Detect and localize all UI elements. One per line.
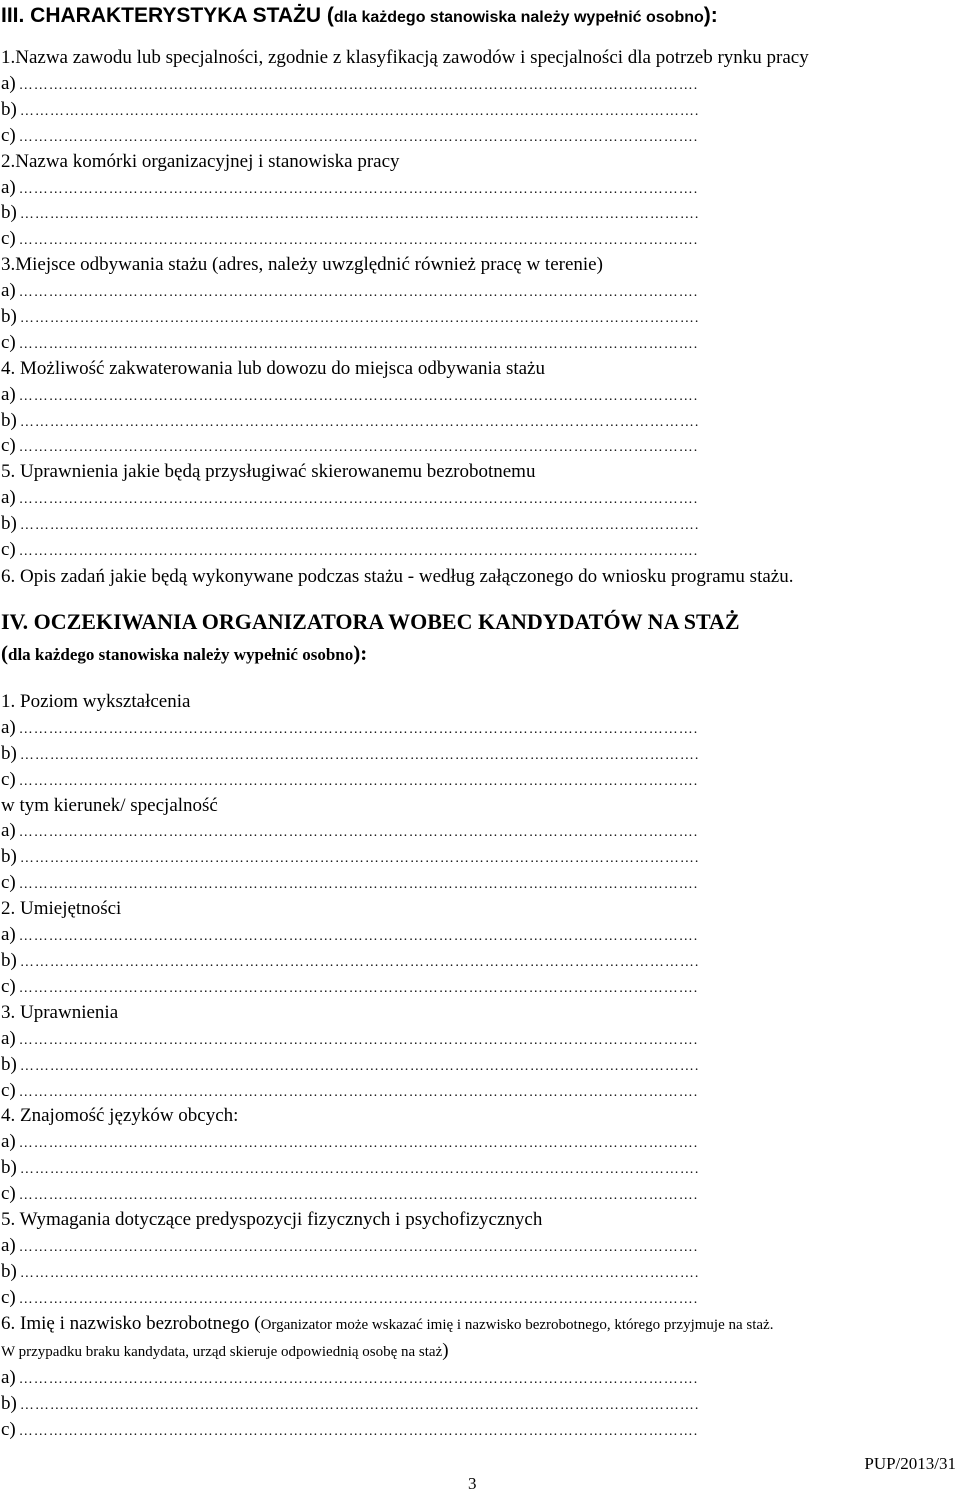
answer-label: c) xyxy=(1,1419,16,1440)
answer-dotted-line[interactable]: ………………………………………………………………………………………………………………………. xyxy=(18,1372,699,1387)
answer-label: b) xyxy=(1,410,17,431)
answer-label: a) xyxy=(1,1367,16,1388)
answer-label: c) xyxy=(1,1080,16,1101)
answer-label: a) xyxy=(1,487,16,508)
answer-dotted-line[interactable]: ………………………………………………………………………………………………………………………. xyxy=(19,1266,700,1281)
section-3-q1-answer-a[interactable] xyxy=(1,71,952,97)
section-3-question-6: 6. Opis zadań jakie będą wykonywane podczas stażu - według załączonego do wniosku programu stażu. xyxy=(1,566,794,587)
section-4-q5-answer-c[interactable] xyxy=(1,1181,952,1207)
section-3-q4-answer-a[interactable] xyxy=(1,382,952,408)
answer-label: b) xyxy=(1,513,17,534)
answer-dotted-line[interactable]: ………………………………………………………………………………………………………………………. xyxy=(19,415,700,430)
answer-dotted-line[interactable]: ………………………………………………………………………………………………………………………. xyxy=(18,877,699,892)
answer-label: a) xyxy=(1,924,16,945)
answer-label: c) xyxy=(1,976,16,997)
section-4-q5-answer-a[interactable] xyxy=(1,1129,952,1155)
section-3-q4-answer-b[interactable] xyxy=(1,408,952,434)
section-4-q6-answer-c[interactable] xyxy=(1,1285,952,1311)
section-4-q6-answer-b[interactable] xyxy=(1,1391,952,1417)
section-4-q4-answer-a[interactable] xyxy=(1,1026,952,1052)
answer-dotted-line[interactable]: ………………………………………………………………………………………………………………………. xyxy=(19,748,700,763)
section-4-q2-answer-b[interactable] xyxy=(1,844,952,870)
answer-label: a) xyxy=(1,280,16,301)
section-4-q3-answer-a[interactable] xyxy=(1,922,952,948)
answer-dotted-line[interactable]: ………………………………………………………………………………………………………………………. xyxy=(18,78,699,93)
section-4-q4-answer-b[interactable] xyxy=(1,1052,952,1078)
answer-dotted-line[interactable]: ………………………………………………………………………………………………………………………. xyxy=(18,981,699,996)
answer-label: c) xyxy=(1,125,16,146)
answer-dotted-line[interactable]: ………………………………………………………………………………………………………………………. xyxy=(18,285,699,300)
answer-dotted-line[interactable]: ………………………………………………………………………………………………………………………. xyxy=(18,929,699,944)
answer-label: b) xyxy=(1,1157,17,1178)
answer-dotted-line[interactable]: ………………………………………………………………………………………………………………………. xyxy=(18,1292,699,1307)
answer-dotted-line[interactable]: ………………………………………………………………………………………………………………………. xyxy=(18,1424,699,1439)
section-4-q6-answer-c[interactable] xyxy=(1,1417,952,1443)
document-code: PUP/2013/31 xyxy=(864,1454,956,1473)
answer-dotted-line[interactable]: ………………………………………………………………………………………………………………………. xyxy=(19,1398,700,1413)
section-3-q3-answer-a[interactable] xyxy=(1,278,952,304)
section-4-q6-answer-a[interactable] xyxy=(1,1365,952,1391)
section-4-q1-answer-a[interactable] xyxy=(1,715,952,741)
section-4-q1-answer-c[interactable] xyxy=(1,767,952,793)
section-3-q5-answer-c[interactable] xyxy=(1,537,952,563)
answer-dotted-line[interactable]: ………………………………………………………………………………………………………………………. xyxy=(18,440,699,455)
answer-label: c) xyxy=(1,228,16,249)
answer-label: a) xyxy=(1,1028,16,1049)
answer-label: b) xyxy=(1,846,17,867)
section-3-question-5: 5. Uprawnienia jakie będą przysługiwać skierowanemu bezrobotnemu xyxy=(1,461,536,482)
section-3-q2-answer-c[interactable] xyxy=(1,226,952,252)
answer-dotted-line[interactable]: ………………………………………………………………………………………………………………………. xyxy=(19,1059,700,1074)
section-4-q3-answer-b[interactable] xyxy=(1,948,952,974)
answer-dotted-line[interactable]: ………………………………………………………………………………………………………………………. xyxy=(18,1240,699,1255)
section-4-q5-answer-b[interactable] xyxy=(1,1155,952,1181)
section-3-title: III. CHARAKTERYSTYKA STAŻU (dla każdego stanowiska należy wypełnić osobno): xyxy=(1,4,718,27)
section-4-q6-answer-a[interactable] xyxy=(1,1233,952,1259)
section-4-q4-answer-c[interactable] xyxy=(1,1078,952,1104)
answer-label: b) xyxy=(1,1393,17,1414)
answer-dotted-line[interactable]: ………………………………………………………………………………………………………………………. xyxy=(18,389,699,404)
section-3-q5-answer-b[interactable] xyxy=(1,511,952,537)
answer-label: b) xyxy=(1,99,17,120)
answer-dotted-line[interactable]: ………………………………………………………………………………………………………………………. xyxy=(18,182,699,197)
section-4-q3-answer-c[interactable] xyxy=(1,974,952,1000)
answer-dotted-line[interactable]: ………………………………………………………………………………………………………………………. xyxy=(19,311,700,326)
answer-dotted-line[interactable]: ………………………………………………………………………………………………………………………. xyxy=(18,1085,699,1100)
answer-dotted-line[interactable]: ………………………………………………………………………………………………………………………. xyxy=(19,104,700,119)
section-4-question-1: 1. Poziom wykształcenia xyxy=(1,691,191,712)
answer-dotted-line[interactable]: ………………………………………………………………………………………………………………………. xyxy=(19,1162,700,1177)
answer-dotted-line[interactable]: ………………………………………………………………………………………………………………………. xyxy=(18,544,699,559)
answer-label: c) xyxy=(1,539,16,560)
section-4-question-3: 2. Umiejętności xyxy=(1,898,122,919)
answer-label: a) xyxy=(1,384,16,405)
section-4-question-4: 3. Uprawnienia xyxy=(1,1002,119,1023)
answer-label: a) xyxy=(1,177,16,198)
answer-label: c) xyxy=(1,872,16,893)
section-4-title: IV. OCZEKIWANIA ORGANIZATORA WOBEC KANDYDATÓW NA STAŻ xyxy=(1,609,740,634)
section-4-question-6-note: W przypadku braku kandydata, urząd skieruje odpowiednią osobę na staż) xyxy=(1,1340,449,1361)
section-4-q2-answer-c[interactable] xyxy=(1,870,952,896)
answer-label: a) xyxy=(1,73,16,94)
answer-dotted-line[interactable]: ………………………………………………………………………………………………………………………. xyxy=(18,825,699,840)
section-3-q4-answer-c[interactable] xyxy=(1,433,952,459)
section-3-q2-answer-a[interactable] xyxy=(1,175,952,201)
answer-label: c) xyxy=(1,332,16,353)
answer-label: b) xyxy=(1,1261,17,1282)
page-number: 3 xyxy=(468,1474,477,1493)
answer-dotted-line[interactable]: ………………………………………………………………………………………………………………………. xyxy=(18,722,699,737)
answer-label: c) xyxy=(1,1287,16,1308)
section-4-question-6: 6. Imię i nazwisko bezrobotnego (Organizator może wskazać imię i nazwisko bezrobotnego, którego przyjmuje na staż. xyxy=(1,1313,774,1334)
answer-dotted-line[interactable]: ………………………………………………………………………………………………………………………. xyxy=(18,1033,699,1048)
section-4-q2-answer-a[interactable] xyxy=(1,818,952,844)
answer-dotted-line[interactable]: ………………………………………………………………………………………………………………………. xyxy=(18,233,699,248)
answer-dotted-line[interactable]: ………………………………………………………………………………………………………………………. xyxy=(19,955,700,970)
section-3-q1-answer-c[interactable] xyxy=(1,123,952,149)
answer-label: a) xyxy=(1,1235,16,1256)
answer-dotted-line[interactable]: ………………………………………………………………………………………………………………………. xyxy=(18,1188,699,1203)
answer-label: b) xyxy=(1,743,17,764)
section-3-q3-answer-c[interactable] xyxy=(1,330,952,356)
answer-dotted-line[interactable]: ………………………………………………………………………………………………………………………. xyxy=(18,492,699,507)
answer-label: b) xyxy=(1,306,17,327)
section-3-q5-answer-a[interactable] xyxy=(1,485,952,511)
answer-dotted-line[interactable]: ………………………………………………………………………………………………………………………. xyxy=(18,774,699,789)
answer-label: c) xyxy=(1,1183,16,1204)
answer-dotted-line[interactable]: ………………………………………………………………………………………………………………………. xyxy=(19,851,700,866)
section-4-q6-answer-b[interactable] xyxy=(1,1259,952,1285)
section-3-question-1: 1.Nazwa zawodu lub specjalności, zgodnie z klasyfikacją zawodów i specjalności dla potrzeb rynku pracy xyxy=(1,47,809,68)
section-4-subtitle: (dla każdego stanowiska należy wypełnić osobno): xyxy=(1,641,368,665)
section-3-q3-answer-b[interactable] xyxy=(1,304,952,330)
section-4-question-5: 4. Znajomość języków obcych: xyxy=(1,1105,239,1126)
answer-dotted-line[interactable]: ………………………………………………………………………………………………………………………. xyxy=(18,337,699,352)
section-4-question-6: 5. Wymagania dotyczące predyspozycji fizycznych i psychofizycznych xyxy=(1,1209,543,1230)
answer-label: b) xyxy=(1,1054,17,1075)
answer-dotted-line[interactable]: ………………………………………………………………………………………………………………………. xyxy=(18,1136,699,1151)
section-3-question-3: 3.Miejsce odbywania stażu (adres, należy uwzględnić również pracę w terenie) xyxy=(1,254,603,275)
answer-label: a) xyxy=(1,717,16,738)
section-3-q1-answer-b[interactable] xyxy=(1,97,952,123)
answer-label: c) xyxy=(1,769,16,790)
answer-dotted-line[interactable]: ………………………………………………………………………………………………………………………. xyxy=(19,207,700,222)
answer-dotted-line[interactable]: ………………………………………………………………………………………………………………………. xyxy=(18,130,699,145)
answer-label: a) xyxy=(1,820,16,841)
section-3-q2-answer-b[interactable] xyxy=(1,200,952,226)
answer-dotted-line[interactable]: ………………………………………………………………………………………………………………………. xyxy=(19,518,700,533)
section-4-q1-answer-b[interactable] xyxy=(1,741,952,767)
answer-label: a) xyxy=(1,1131,16,1152)
answer-label: b) xyxy=(1,950,17,971)
answer-label: b) xyxy=(1,202,17,223)
section-3-question-4: 4. Możliwość zakwaterowania lub dowozu do miejsca odbywania stażu xyxy=(1,358,545,379)
answer-label: c) xyxy=(1,435,16,456)
section-4-question-2: w tym kierunek/ specjalność xyxy=(1,795,218,816)
section-3-question-2: 2.Nazwa komórki organizacyjnej i stanowiska pracy xyxy=(1,151,400,172)
